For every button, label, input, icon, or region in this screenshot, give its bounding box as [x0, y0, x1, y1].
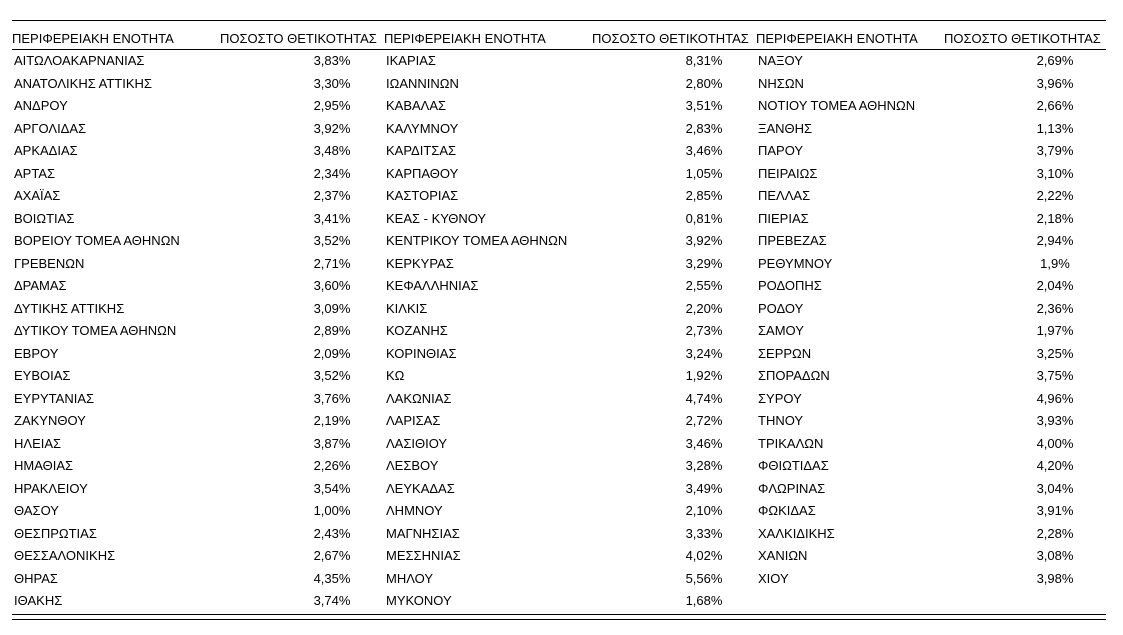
header-region-2: ΠΕΡΙΦΕΡΕΙΑΚΗ ΕΝΟΤΗΤΑ — [384, 21, 592, 50]
positivity-value-cell: 4,20% — [1036, 458, 1074, 473]
region-name-cell: ΑΡΤΑΣ — [14, 165, 56, 181]
table-row — [12, 478, 1106, 501]
positivity-value-cell: 3,76% — [313, 390, 351, 406]
positivity-value-cell: 2,95% — [313, 98, 351, 113]
positivity-value-cell: 2,20% — [685, 300, 723, 316]
positivity-value-cell: 3,93% — [1036, 413, 1074, 428]
region-name-cell: ΖΑΚΥΝΘΟΥ — [14, 413, 86, 428]
table-row — [12, 73, 1106, 96]
region-name-cell: ΚΕΦΑΛΛΗΝΙΑΣ — [386, 278, 479, 293]
region-name-cell: ΝΗΣΩΝ — [758, 75, 804, 91]
positivity-value-cell: 3,30% — [313, 75, 351, 91]
positivity-value-cell: 3,28% — [685, 458, 723, 473]
positivity-value-cell: 2,09% — [313, 345, 351, 361]
positivity-value-cell: 2,43% — [313, 525, 351, 541]
region-name-cell: ΚΑΛΥΜΝΟΥ — [386, 120, 459, 136]
positivity-value-cell: 3,41% — [313, 210, 351, 226]
positivity-value-cell: 4,02% — [685, 548, 723, 563]
positivity-value-cell: 3,60% — [313, 278, 351, 293]
region-name-cell: ΠΕΙΡΑΙΩΣ — [758, 165, 818, 181]
positivity-value-cell: 2,37% — [313, 188, 351, 203]
region-name-cell: ΠΙΕΡΙΑΣ — [758, 210, 809, 226]
positivity-value-cell: 3,52% — [313, 368, 351, 383]
header-region-3: ΠΕΡΙΦΕΡΕΙΑΚΗ ΕΝΟΤΗΤΑ — [756, 21, 944, 50]
region-name-cell: ΡΟΔΟΥ — [758, 300, 804, 316]
positivity-value-cell: 2,04% — [1036, 278, 1074, 293]
table-row — [12, 253, 1106, 276]
positivity-value-cell: 3,29% — [685, 255, 723, 271]
region-name-cell: ΛΕΥΚΑΔΑΣ — [386, 480, 455, 496]
region-name-cell: ΗΜΑΘΙΑΣ — [14, 458, 74, 473]
table-row — [12, 388, 1106, 411]
positivity-value-cell: 3,08% — [1036, 548, 1074, 563]
region-name-cell: ΠΡΕΒΕΖΑΣ — [758, 233, 827, 248]
positivity-value-cell: 2,71% — [313, 255, 351, 271]
table-row — [12, 500, 1106, 523]
positivity-value-cell: 3,25% — [1036, 345, 1074, 361]
positivity-value-cell: 1,97% — [1036, 323, 1074, 338]
positivity-value-cell: 2,36% — [1036, 300, 1074, 316]
positivity-value-cell: 3,87% — [313, 435, 351, 451]
table-row — [12, 433, 1106, 456]
table-row — [12, 590, 1106, 613]
region-name-cell: ΚΟΖΑΝΗΣ — [386, 323, 448, 338]
positivity-value-cell: 3,24% — [685, 345, 723, 361]
region-name-cell: ΕΥΡΥΤΑΝΙΑΣ — [14, 390, 95, 406]
positivity-value-cell — [944, 590, 1106, 613]
region-name-cell: ΜΗΛΟΥ — [386, 570, 433, 586]
region-name-cell: ΚΟΡΙΝΘΙΑΣ — [386, 345, 457, 361]
region-name-cell: ΔΡΑΜΑΣ — [14, 278, 67, 293]
positivity-value-cell: 3,83% — [313, 53, 351, 68]
region-name-cell: ΘΗΡΑΣ — [14, 570, 58, 586]
positivity-value-cell: 3,75% — [1036, 368, 1074, 383]
table-row — [12, 50, 1106, 73]
table-row — [12, 118, 1106, 141]
table-row — [12, 455, 1106, 478]
region-name-cell: ΣΥΡΟΥ — [758, 390, 802, 406]
positivity-value-cell: 1,13% — [1036, 120, 1074, 136]
region-name-cell: ΑΝΔΡΟΥ — [14, 98, 68, 113]
positivity-value-cell: 3,79% — [1036, 143, 1074, 158]
region-name-cell: ΔΥΤΙΚΟΥ ΤΟΜΕΑ ΑΘΗΝΩΝ — [14, 323, 177, 338]
positivity-value-cell: 2,83% — [685, 120, 723, 136]
positivity-value-cell: 2,72% — [685, 413, 723, 428]
positivity-value-cell: 1,9% — [1040, 255, 1070, 271]
positivity-value-cell: 3,52% — [313, 233, 351, 248]
region-name-cell: ΤΡΙΚΑΛΩΝ — [758, 435, 824, 451]
positivity-value-cell: 2,10% — [685, 503, 723, 518]
positivity-value-cell: 3,98% — [1036, 570, 1074, 586]
region-name-cell: ΗΛΕΙΑΣ — [14, 435, 62, 451]
positivity-value-cell: 2,34% — [313, 165, 351, 181]
positivity-table-sheet — [12, 20, 1106, 620]
positivity-value-cell: 4,00% — [1036, 435, 1074, 451]
header-positivity-1: ΠΟΣΟΣΤΟ ΘΕΤΙΚΟΤΗΤΑΣ — [220, 21, 384, 50]
positivity-value-cell: 3,10% — [1036, 165, 1074, 181]
positivity-value-cell: 2,80% — [685, 75, 723, 91]
table-body — [12, 50, 1106, 613]
positivity-value-cell: 3,96% — [1036, 75, 1074, 91]
region-name-cell: ΑΙΤΩΛΟΑΚΑΡΝΑΝΙΑΣ — [14, 53, 145, 68]
positivity-value-cell: 8,31% — [685, 53, 723, 68]
region-name-cell: ΞΑΝΘΗΣ — [758, 120, 813, 136]
table-row — [12, 545, 1106, 568]
table-row — [12, 140, 1106, 163]
header-positivity-3: ΠΟΣΟΣΤΟ ΘΕΤΙΚΟΤΗΤΑΣ — [944, 21, 1106, 50]
bottom-double-rule — [12, 614, 1106, 620]
region-name-cell: ΠΑΡΟΥ — [758, 143, 804, 158]
positivity-value-cell: 4,96% — [1036, 390, 1074, 406]
positivity-value-cell: 3,91% — [1036, 503, 1074, 518]
region-name-cell: ΙΚΑΡΙΑΣ — [386, 53, 436, 68]
header-row — [12, 21, 1106, 50]
region-name-cell: ΛΗΜΝΟΥ — [386, 503, 443, 518]
table-row — [12, 410, 1106, 433]
region-name-cell: ΦΩΚΙΔΑΣ — [758, 503, 816, 518]
positivity-value-cell: 3,74% — [313, 593, 351, 608]
region-name-cell: ΚΙΛΚΙΣ — [386, 300, 428, 316]
positivity-value-cell: 2,67% — [313, 548, 351, 563]
region-name-cell: ΣΕΡΡΩΝ — [758, 345, 812, 361]
region-name-cell: ΜΥΚΟΝΟΥ — [386, 593, 452, 608]
region-name-cell: ΘΕΣΣΑΛΟΝΙΚΗΣ — [14, 548, 116, 563]
region-name-cell: ΑΡΚΑΔΙΑΣ — [14, 143, 78, 158]
positivity-value-cell: 2,69% — [1036, 53, 1074, 68]
positivity-value-cell: 2,94% — [1036, 233, 1074, 248]
table-row — [12, 95, 1106, 118]
positivity-value-cell: 3,51% — [685, 98, 723, 113]
positivity-value-cell: 4,35% — [313, 570, 351, 586]
table-header — [12, 21, 1106, 50]
table-row — [12, 343, 1106, 366]
region-name-cell: ΣΠΟΡΑΔΩΝ — [758, 368, 830, 383]
region-name-cell: ΝΑΞΟΥ — [758, 53, 803, 68]
region-name-cell: ΣΑΜΟΥ — [758, 323, 804, 338]
region-name-cell: ΦΘΙΩΤΙΔΑΣ — [758, 458, 829, 473]
positivity-value-cell: 4,74% — [685, 390, 723, 406]
region-name-cell: ΕΒΡΟΥ — [14, 345, 59, 361]
region-name-cell: ΜΑΓΝΗΣΙΑΣ — [386, 525, 460, 541]
region-name-cell: ΕΥΒΟΙΑΣ — [14, 368, 71, 383]
positivity-value-cell: 3,09% — [313, 300, 351, 316]
positivity-value-cell: 2,55% — [685, 278, 723, 293]
region-name-cell: ΛΑΣΙΘΙΟΥ — [386, 435, 448, 451]
positivity-value-cell: 1,05% — [685, 165, 723, 181]
region-name-cell: ΚΑΡΔΙΤΣΑΣ — [386, 143, 457, 158]
positivity-value-cell: 3,48% — [313, 143, 351, 158]
table-row — [12, 208, 1106, 231]
region-name-cell: ΚΕΡΚΥΡΑΣ — [386, 255, 454, 271]
region-name-cell: ΙΩΑΝΝΙΝΩΝ — [386, 75, 459, 91]
region-name-cell: ΜΕΣΣΗΝΙΑΣ — [386, 548, 461, 563]
region-name-cell: ΠΕΛΛΑΣ — [758, 188, 811, 203]
table-row — [12, 365, 1106, 388]
positivity-value-cell: 3,92% — [313, 120, 351, 136]
positivity-value-cell: 1,92% — [685, 368, 723, 383]
region-name-cell: ΧΙΟΥ — [758, 570, 789, 586]
region-name-cell: ΚΑΡΠΑΘΟΥ — [386, 165, 459, 181]
positivity-value-cell: 3,49% — [685, 480, 723, 496]
table-row — [12, 320, 1106, 343]
header-region-1: ΠΕΡΙΦΕΡΕΙΑΚΗ ΕΝΟΤΗΤΑ — [12, 21, 220, 50]
region-name-cell — [756, 590, 944, 613]
positivity-value-cell: 3,92% — [685, 233, 723, 248]
region-name-cell: ΝΟΤΙΟΥ ΤΟΜΕΑ ΑΘΗΝΩΝ — [758, 98, 916, 113]
region-name-cell: ΦΛΩΡΙΝΑΣ — [758, 480, 826, 496]
positivity-value-cell: 3,46% — [685, 143, 723, 158]
table-row — [12, 523, 1106, 546]
region-name-cell: ΑΡΓΟΛΙΔΑΣ — [14, 120, 87, 136]
table-row — [12, 230, 1106, 253]
region-name-cell: ΚΑΒΑΛΑΣ — [386, 98, 447, 113]
positivity-value-cell: 2,26% — [313, 458, 351, 473]
region-name-cell: ΔΥΤΙΚΗΣ ΑΤΤΙΚΗΣ — [14, 300, 125, 316]
region-name-cell: ΗΡΑΚΛΕΙΟΥ — [14, 480, 88, 496]
region-name-cell: ΛΕΣΒΟΥ — [386, 458, 439, 473]
table-row — [12, 163, 1106, 186]
positivity-value-cell: 5,56% — [685, 570, 723, 586]
region-name-cell: ΚΕΝΤΡΙΚΟΥ ΤΟΜΕΑ ΑΘΗΝΩΝ — [386, 233, 568, 248]
region-name-cell: ΡΟΔΟΠΗΣ — [758, 278, 822, 293]
positivity-value-cell: 2,89% — [313, 323, 351, 338]
region-name-cell: ΙΘΑΚΗΣ — [14, 593, 63, 608]
region-name-cell: ΑΧΑΪΑΣ — [14, 188, 61, 203]
region-name-cell: ΑΝΑΤΟΛΙΚΗΣ ΑΤΤΙΚΗΣ — [14, 75, 152, 91]
header-positivity-2: ΠΟΣΟΣΤΟ ΘΕΤΙΚΟΤΗΤΑΣ — [592, 21, 756, 50]
positivity-value-cell: 1,68% — [685, 593, 723, 608]
region-name-cell: ΚΩ — [386, 368, 405, 383]
positivity-value-cell: 2,22% — [1036, 188, 1074, 203]
positivity-value-cell: 2,66% — [1036, 98, 1074, 113]
positivity-value-cell: 0,81% — [685, 210, 723, 226]
positivity-value-cell: 2,18% — [1036, 210, 1074, 226]
region-name-cell: ΒΟΙΩΤΙΑΣ — [14, 210, 75, 226]
region-name-cell: ΤΗΝΟΥ — [758, 413, 804, 428]
region-name-cell: ΧΑΛΚΙΔΙΚΗΣ — [758, 525, 835, 541]
positivity-value-cell: 3,33% — [685, 525, 723, 541]
region-name-cell: ΛΑΚΩΝΙΑΣ — [386, 390, 452, 406]
positivity-value-cell: 1,00% — [313, 503, 351, 518]
table-row — [12, 275, 1106, 298]
positivity-value-cell: 3,46% — [685, 435, 723, 451]
region-name-cell: ΘΕΣΠΡΩΤΙΑΣ — [14, 525, 97, 541]
region-name-cell: ΛΑΡΙΣΑΣ — [386, 413, 441, 428]
table-row — [12, 185, 1106, 208]
table-row — [12, 568, 1106, 591]
region-name-cell: ΡΕΘΥΜΝΟΥ — [758, 255, 833, 271]
region-name-cell: ΒΟΡΕΙΟΥ ΤΟΜΕΑ ΑΘΗΝΩΝ — [14, 233, 180, 248]
positivity-value-cell: 3,54% — [313, 480, 351, 496]
region-name-cell: ΚΑΣΤΟΡΙΑΣ — [386, 188, 459, 203]
positivity-value-cell: 2,85% — [685, 188, 723, 203]
table-row — [12, 298, 1106, 321]
region-name-cell: ΘΑΣΟΥ — [14, 503, 59, 518]
region-name-cell: ΧΑΝΙΩΝ — [758, 548, 808, 563]
region-name-cell: ΓΡΕΒΕΝΩΝ — [14, 255, 85, 271]
positivity-table — [12, 21, 1106, 613]
positivity-value-cell: 2,28% — [1036, 525, 1074, 541]
region-name-cell: ΚΕΑΣ - ΚΥΘΝΟΥ — [386, 210, 487, 226]
positivity-value-cell: 3,04% — [1036, 480, 1074, 496]
positivity-value-cell: 2,19% — [313, 413, 351, 428]
positivity-value-cell: 2,73% — [685, 323, 723, 338]
